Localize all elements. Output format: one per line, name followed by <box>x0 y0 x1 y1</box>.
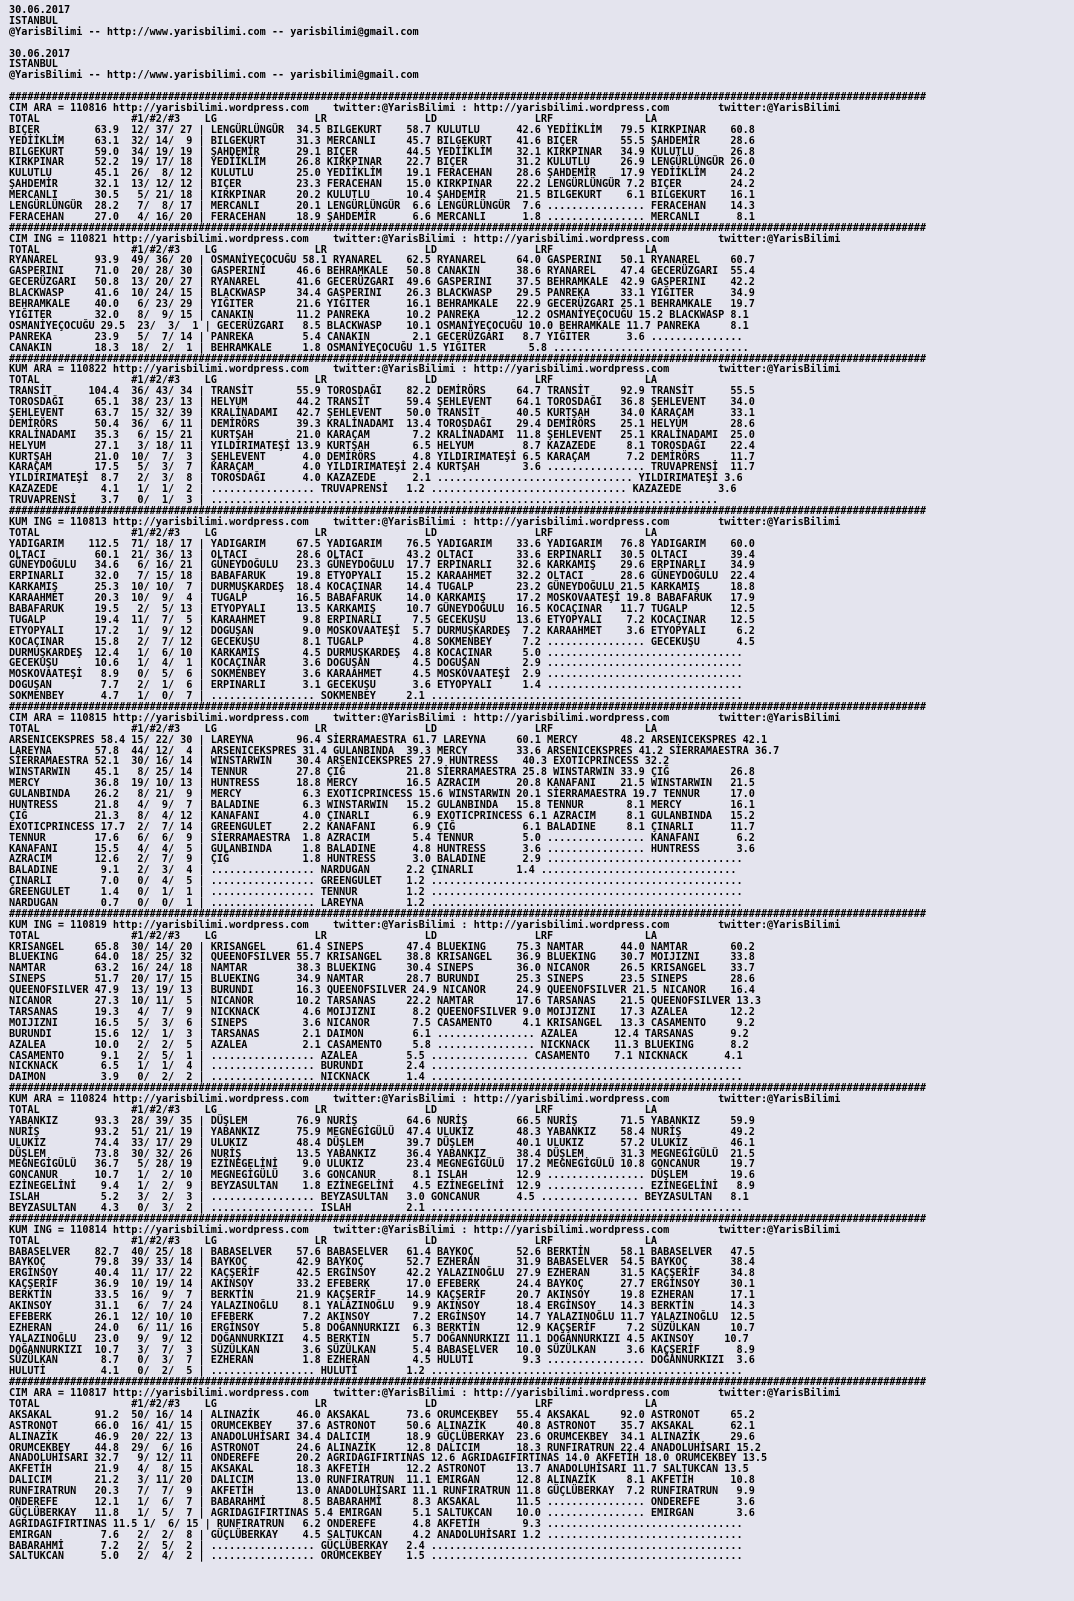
table-row: GASPERINI 71.0 20/ 28/ 30 | GASPERINI 46.6 BEHRAMKALE 50.8 CANAKIN 38.6 RYANAREL 47.4 GECERÜZGARI 55.4 <box>9 266 755 278</box>
table-row: DEMİRÖRS 50.4 36/ 6/ 11 | DEMİRÖRS 39.3 KRALİNADAMI 13.4 TOROSDAĞI 29.4 DEMİRÖRS 25.1 HELYUM 28.6 <box>9 418 755 430</box>
table-row: AKFETİH 21.9 4/ 8/ 15 | AKSAKAL 18.3 AKFETİH 12.2 ASTRONOT 13.7 ANADOLUHİSARI 11.7 SALTUKCAN 13.5 <box>9 1464 749 1476</box>
table-row: ARSENICEKSPRES 58.4 15/ 22/ 30 | LAREYNA 96.4 SİERRAMAESTRA 61.7 LAREYNA 60.1 MERCY 48.2 ARSENICEKSPRES 42.1 <box>9 734 768 746</box>
table-row: MEGNEGİGÜLÜ 36.7 5/ 28/ 19 | EZİNEGELİNİ 9.0 ULUKIZ 23.4 MEGNEGİGÜLÜ 17.2 MEGNEGİGÜLÜ 10.8 GONCANUR 19.7 <box>9 1159 755 1171</box>
table-row: BEHRAMKALE 40.0 6/ 23/ 29 | YIĞITER 21.6 YIĞITER 16.1 BEHRAMKALE 22.9 GECERÜZGARI 25.1 BEHRAMKALE 19.7 <box>9 299 755 311</box>
table-row: BURUNDI 15.6 12/ 1/ 3 | TARSANAS 2.1 DAIMON 6.1 ................ AZALEA 12.4 TARSANAS 9.2 <box>9 1028 749 1040</box>
header-line <box>9 39 1074 50</box>
table-row: BEYZASULTAN 4.3 0/ 3/ 2 | ................. ISLAH 2.1 ................................................... <box>9 1202 743 1214</box>
table-row: EZİNEGELİNİ 9.4 1/ 2/ 9 | BEYZASULTAN 1.8 EZİNEGELİNİ 4.5 EZİNEGELİNİ 12.9 ................ EZİNEGELİNİ 8.9 <box>9 1181 755 1193</box>
table-row: CASAMENTO 9.1 2/ 5/ 1 | ................. AZALEA 5.5 ................ CASAMENTO 7.1 NICKNACK 4.1 <box>9 1050 743 1062</box>
table-row: SINEPS 51.7 20/ 17/ 15 | BLUEKING 34.9 NAMTAR 28.7 BURUNDI 25.3 SINEPS 23.5 SINEPS 28.6 <box>9 974 755 986</box>
table-row: GONCANUR 10.7 1/ 2/ 10 | MEGNEGİGÜLÜ 3.6 GONCANUR 8.1 ISLAH 12.9 ................ DÜŞLEM 19.6 <box>9 1170 755 1182</box>
table-row: AKINSOY 31.1 6/ 7/ 24 | YALAZINOĞLU 8.1 YALAZINOĞLU 9.9 AKINSOY 18.4 ERGİNSOY 14.3 BERKTİN 14.3 <box>9 1300 755 1312</box>
table-row: ALINAZİK 46.9 20/ 22/ 13 | ANADOLUHİSARI 34.4 DALICIM 18.9 GÜÇLÜBERKAY 23.6 ORUMCEKBEY 34.1 ALINAZİK 29.6 <box>9 1431 755 1443</box>
table-row: NICANOR 27.3 10/ 11/ 5 | NICANOR 10.2 TARSANAS 22.2 NAMTAR 17.6 TARSANAS 21.5 QUEENOFSILVER 13.3 <box>9 996 761 1008</box>
table-row: BERKTİN 33.5 16/ 9/ 7 | BERKTİN 21.9 KAÇŞERİF 14.9 KAÇŞERİF 20.7 AKINSOY 19.8 EZHERAN 17.1 <box>9 1290 755 1302</box>
table-row: KOCAÇINAR 15.8 2/ 7/ 12 | GECEKUŞU 8.1 TUGALP 4.8 SOKMENBEY 7.2 ................ GECEKUŞU 4.5 <box>9 636 755 648</box>
table-header-row: TOTAL #1/#2/#3 LG LR LD LRF LA <box>9 375 658 387</box>
table-row: GECEKUŞU 10.6 1/ 4/ 1 | KOCAÇINAR 3.6 DOGUŞAN 4.5 DOGUŞAN 2.9 ................................ <box>9 658 743 670</box>
table-row: BLACKWASP 41.6 10/ 24/ 15 | BLACKWASP 34.4 GASPERINI 26.3 BLACKWASP 29.5 PANREKA 33.1 YIĞITER 34.9 <box>9 288 755 300</box>
table-header-row: TOTAL #1/#2/#3 LG LR LD LRF LA <box>9 930 658 942</box>
separator-line: ###################################################################################################################################################### <box>9 505 927 517</box>
table-row: DURMUŞKARDEŞ 12.4 1/ 6/ 10 | KARKAMIŞ 4.5 DURMUŞKARDEŞ 4.8 KOCAÇINAR 5.0 ................................ <box>9 647 743 659</box>
header-line: @YarisBilimi -- http://www.yarisbilimi.com -- yarisbilimi@gmail.com <box>9 26 419 38</box>
table-row: SOKMENBEY 4.7 1/ 0/ 7 | ................. SOKMENBEY 2.1 ................................................... <box>9 691 743 703</box>
table-row: AZRACIM 12.6 2/ 7/ 9 | ÇIĞ 1.8 HUNTRESS 3.0 BALADINE 2.9 ................................ <box>9 854 743 866</box>
table-header-row: TOTAL #1/#2/#3 LG LR LD LRF LA <box>9 1104 658 1116</box>
table-row: DOĞANNURKIZI 10.7 3/ 7/ 3 | SÜZÜLKAN 3.6 SÜZÜLKAN 5.4 BABASELVER 10.0 SÜZÜLKAN 3.6 KAÇŞERİF 8.9 <box>9 1344 755 1356</box>
table-row: ERPINARLI 32.0 7/ 15/ 18 | BABAFARUK 19.8 ETYOPYALI 15.2 KARAAHMET 32.2 OLTACI 28.6 GÜNEYDOĞULU 22.4 <box>9 571 755 583</box>
table-row: ÇIĞ 21.3 8/ 4/ 12 | KANAFANI 4.0 ÇINARLI 6.9 EXOTICPRINCESS 6.1 AZRACIM 8.1 GULANBINDA 15.2 <box>9 810 755 822</box>
table-row: KARAÇAM 17.5 5/ 3/ 7 | KARAÇAM 4.0 YILDIRIMATEŞİ 2.4 KURTŞAH 3.6 ................ TRUVAPRENSİ 11.7 <box>9 462 755 474</box>
table-row: DOGUŞAN 7.7 2/ 1/ 6 | ERPINARLI 3.1 GECEKUŞU 3.6 ETYOPYALI 1.4 ................................ <box>9 680 743 692</box>
table-row: HELYUM 27.1 3/ 18/ 11 | YILDIRIMATEŞİ 13.9 KURTŞAH 6.5 HELYUM 8.7 KAZAZEDE 8.1 TOROSDAĞI 22.4 <box>9 440 755 452</box>
table-row: EFEBERK 26.1 12/ 10/ 10 | EFEBERK 7.2 AKINSOY 7.2 ERGİNSOY 14.7 YALAZINOĞLU 11.7 YALAZINOĞLU 12.5 <box>9 1311 755 1323</box>
separator-line: ###################################################################################################################################################### <box>9 908 927 920</box>
separator-line: ###################################################################################################################################################### <box>9 222 927 234</box>
table-row: MERCY 36.8 19/ 10/ 13 | HUNTRESS 18.8 MERCY 16.5 AZRACIM 20.8 KANAFANI 21.5 WINSTARWIN 21.5 <box>9 778 755 790</box>
table-row: AZALEA 10.0 2/ 2/ 5 | AZALEA 2.1 CASAMENTO 5.8 ................ NICKNACK 11.3 BLUEKING 8.2 <box>9 1039 749 1051</box>
table-row: YILDIRIMATEŞİ 8.7 2/ 3/ 8 | TOROSDAĞI 4.0 KAZAZEDE 2.1 ................................ YILDIRIMATEŞİ 3.6 <box>9 473 743 485</box>
table-row: QUEENOFSILVER 47.9 13/ 19/ 13 | BURUNDI 16.3 QUEENOFSILVER 24.9 NICANOR 24.9 QUEENOFSILVER 21.5 NICANOR 16.4 <box>9 985 755 997</box>
table-row: RUNFIRATRUN 20.3 7/ 7/ 9 | AKFETİH 13.0 ANADOLUHİSARI 11.1 RUNFIRATRUN 11.8 GÜÇLÜBERKAY 7.2 RUNFIRATRUN 9.9 <box>9 1486 755 1498</box>
table-row: DÜŞLEM 73.8 30/ 32/ 26 | NURİŞ 13.5 YABANKIZ 36.4 YABANKIZ 38.4 DÜŞLEM 31.3 MEGNEGİGÜLÜ 21.5 <box>9 1148 755 1160</box>
table-row: CANAKIN 18.3 18/ 2/ 1 | BEHRAMKALE 1.8 OSMANİYEÇOCUĞU 1.5 YIĞITER 5.8 ................................ <box>9 342 749 354</box>
table-row: DALICIM 21.2 3/ 11/ 20 | DALICIM 13.0 RUNFIRATRUN 11.1 EMIRGAN 12.8 ALINAZİK 8.1 AKFETİH 10.8 <box>9 1475 755 1487</box>
header-line: @YarisBilimi -- http://www.yarisbilimi.com -- yarisbilimi@gmail.com <box>9 70 419 82</box>
table-row: MOIJIZNI 16.5 5/ 3/ 6 | SINEPS 3.6 NICANOR 7.5 CASAMENTO 4.1 KRISANGEL 13.3 CASAMENTO 9.2 <box>9 1017 755 1029</box>
table-row: KAZAZEDE 4.1 1/ 1/ 2 | ................. TRUVAPRENSİ 1.2 ................................ KAZAZEDE 3.6 <box>9 484 737 496</box>
section-title: KUM ARA = 110822 http://yarisbilimi.wordpress.com twitter:@YarisBilimi : http://yarisbilimi.wordpress.com twitter:@YarisBilimi <box>9 364 841 376</box>
table-row: TRUVAPRENSİ 3.7 0/ 1/ 3 | ................................................................................... <box>9 495 719 507</box>
separator-line: ###################################################################################################################################################### <box>9 702 927 713</box>
separator-line: ###################################################################################################################################################### <box>9 1083 927 1095</box>
separator-line: ###################################################################################################################################################### <box>9 92 927 104</box>
section-title: CIM ARA = 110817 http://yarisbilimi.wordpress.com twitter:@YarisBilimi : http://yarisbilimi.wordpress.com twitter:@YarisBilimi <box>9 1388 841 1400</box>
table-row: ORUMCEKBEY 44.8 29/ 6/ 16 | ASTRONOT 24.6 ALINAZİK 12.8 DALICIM 18.3 RUNFIRATRUN 22.4 ANADOLUHİSARI 15.2 <box>9 1442 761 1454</box>
table-row: SİERRAMAESTRA 52.1 30/ 16/ 14 | WINSTARWIN 30.4 ARSENICEKSPRES 27.9 HUNTRESS 40.3 EXOTICPRINCESS 32.2 <box>9 756 670 768</box>
table-row: KRALİNADAMI 35.3 6/ 15/ 21 | KURTŞAH 21.0 KARAÇAM 7.2 KRALİNADAMI 11.8 ŞEHLEVENT 25.1 KRALİNADAMI 25.0 <box>9 429 755 441</box>
section-title: KUM ING = 110814 http://yarisbilimi.wordpress.com twitter:@YarisBilimi : http://yarisbilimi.wordpress.com twitter:@YarisBilimi <box>9 1224 841 1236</box>
table-row: GÜÇLÜBERKAY 11.8 1/ 5/ 7 | AGRIDAGIFIRTINAS 5.4 EMIRGAN 5.1 SALTUKCAN 10.0 ................ EMIRGAN 3.6 <box>9 1507 755 1519</box>
table-row: GREENGULET 1.4 0/ 1/ 1 | ................. TENNUR 1.2 ................................................... <box>9 887 743 899</box>
table-row: BILGEKURT 59.0 34/ 19/ 19 | ŞAHDEMİR 29.1 BIÇER 44.5 YEDİİKLİM 32.1 KIRKPINAR 34.9 KULUTLU 26.8 <box>9 146 755 158</box>
table-row: KARKAMIŞ 25.3 10/ 10/ 7 | DURMUŞKARDEŞ 18.4 KOCAÇINAR 14.4 TUGALP 23.2 GÜNEYDOĞULU 21.5 KARKAMIŞ 18.8 <box>9 582 755 594</box>
section-title: KUM ING = 110813 http://yarisbilimi.wordpress.com twitter:@YarisBilimi : http://yarisbilimi.wordpress.com twitter:@YarisBilimi <box>9 516 841 528</box>
table-row: LAREYNA 57.8 44/ 12/ 4 | ARSENICEKSPRES 31.4 GULANBINDA 39.3 MERCY 33.6 ARSENICEKSPRES 41.2 SİERRAMAESTRA 36.7 <box>9 745 780 757</box>
header-line: 30.06.2017 <box>9 5 71 16</box>
table-header-row: TOTAL #1/#2/#3 LG LR LD LRF LA <box>9 1399 658 1410</box>
table-row: NAMTAR 63.2 16/ 24/ 18 | NAMTAR 38.3 BLUEKING 30.4 SINEPS 36.0 NICANOR 26.5 KRISANGEL 33.7 <box>9 963 755 975</box>
table-row: MERCANLI 30.5 5/ 21/ 18 | KIRKPINAR 20.2 KULUTLU 10.4 ŞAHDEMİR 21.5 BILGEKURT 6.1 BILGEKURT 16.1 <box>9 190 755 202</box>
table-row: ETYOPYALI 17.2 1/ 9/ 12 | DOGUŞAN 9.0 MOSKOVAATEŞİ 5.7 DURMUŞKARDEŞ 7.2 KARAAHMET 3.6 ETYOPYALI 6.2 <box>9 625 755 637</box>
separator-line: ###################################################################################################################################################### <box>9 1213 927 1225</box>
table-row: YALAZINOĞLU 23.0 9/ 9/ 12 | DOĞANNURKIZI 4.5 BERKTİN 5.7 DOĞANNURKIZI 11.1 DOĞANNURKIZI 4.5 AKINSOY 10.7 <box>9 1333 749 1345</box>
table-row: WINSTARWIN 45.1 8/ 25/ 14 | TENNUR 27.8 ÇIĞ 21.8 SİERRAMAESTRA 25.8 WINSTARWIN 33.9 ÇIĞ 26.8 <box>9 767 755 779</box>
section-title: CIM ING = 110821 http://yarisbilimi.wordpress.com twitter:@YarisBilimi : http://yarisbilimi.wordpress.com twitter:@YarisBilimi <box>9 233 841 245</box>
table-row: TUGALP 19.4 11/ 7/ 5 | KARAAHMET 9.8 ERPINARLI 7.5 GECEKUŞU 13.6 ETYOPYALI 7.2 KOCAÇINAR 12.5 <box>9 614 755 626</box>
table-row: KIRKPINAR 52.2 19/ 17/ 18 | YEDİİKLİM 26.8 KIRKPINAR 22.7 BIÇER 31.2 KULUTLU 26.9 LENGÜRLÜNGÜR 26.0 <box>9 157 755 169</box>
table-row: ERGİNSOY 40.4 11/ 17/ 22 | KAÇŞERİF 42.5 ERGİNSOY 42.2 YALAZINOĞLU 27.9 EZHERAN 31.5 KAÇŞERİF 34.8 <box>9 1268 755 1280</box>
table-row: LENGÜRLÜNGÜR 28.2 7/ 8/ 17 | MERCANLI 20.1 LENGÜRLÜNGÜR 6.6 LENGÜRLÜNGÜR 7.6 ................ FERACEHAN 14.3 <box>9 201 755 213</box>
table-row: FERACEHAN 27.0 4/ 16/ 20 | FERACEHAN 18.9 ŞAHDEMİR 6.6 MERCANLI 1.8 ................ MERCANLI 8.1 <box>9 211 755 223</box>
table-header-row: TOTAL #1/#2/#3 LG LR LD LRF LA <box>9 527 658 539</box>
header-line: ISTANBUL <box>9 15 58 27</box>
table-row: TARSANAS 19.3 4/ 7/ 9 | NICKNACK 4.6 MOIJIZNI 8.2 QUEENOFSILVER 9.0 MOIJIZNI 17.3 AZALEA 12.2 <box>9 1006 755 1018</box>
section-title: KUM ARA = 110824 http://yarisbilimi.wordpress.com twitter:@YarisBilimi : http://yarisbilimi.wordpress.com twitter:@YarisBilimi <box>9 1094 841 1106</box>
table-row: ULUKIZ 74.4 33/ 17/ 29 | ULUKIZ 48.4 DÜŞLEM 39.7 DÜŞLEM 40.1 ULUKIZ 57.2 ULUKIZ 46.1 <box>9 1137 755 1149</box>
table-row: PANREKA 23.9 5/ 7/ 14 | PANREKA 5.4 CANAKIN 2.1 GECERÜZGARI 8.7 YIĞITER 3.6 ............... <box>9 331 743 343</box>
table-row: ÇINARLI 7.0 0/ 4/ 5 | ................. GREENGULET 1.2 ................................................... <box>9 876 743 888</box>
table-row: ASTRONOT 66.0 16/ 41/ 15 | ORUMCEKBEY 37.6 ASTRONOT 50.6 ALINAZİK 40.8 ASTRONOT 35.7 AKSAKAL 62.1 <box>9 1420 755 1432</box>
table-row: ŞEHLEVENT 63.7 15/ 32/ 39 | KRALİNADAMI 42.7 ŞEHLEVENT 50.0 TRANSİT 40.5 KURTŞAH 34.0 KARAÇAM 33.1 <box>9 407 755 419</box>
table-row: TOROSDAĞI 65.1 38/ 23/ 13 | HELYUM 44.2 TRANSİT 59.4 ŞEHLEVENT 64.1 TOROSDAĞI 36.8 ŞEHLEVENT 34.0 <box>9 397 755 409</box>
table-row: ISLAH 5.2 3/ 2/ 3 | ................. BEYZASULTAN 3.0 GONCANUR 4.5 ................ BEYZASULTAN 8.1 <box>9 1192 749 1204</box>
table-row: GECERÜZGARI 50.8 13/ 20/ 27 | RYANAREL 41.6 GECERÜZGARI 49.6 GASPERINI 37.5 BEHRAMKALE 42.9 GASPERINI 42.2 <box>9 277 755 289</box>
table-row: RYANAREL 93.9 49/ 36/ 20 | OSMANİYEÇOCUĞU 58.1 RYANAREL 62.5 RYANAREL 64.0 GASPERINI 50.1 RYANAREL 60.7 <box>9 255 755 267</box>
table-row: YEDİİKLİM 63.1 32/ 14/ 9 | BILGEKURT 31.3 MERCANLI 45.7 BILGEKURT 41.6 BIÇER 55.5 ŞAHDEMİR 28.6 <box>9 135 755 147</box>
table-row: AKSAKAL 91.2 50/ 16/ 14 | ALINAZİK 46.0 AKSAKAL 73.6 ORUMCEKBEY 55.4 AKSAKAL 92.0 ASTRONOT 65.2 <box>9 1409 755 1421</box>
header-line: ISTANBUL <box>9 59 58 71</box>
table-row: GÜNEYDOĞULU 34.6 6/ 16/ 21 | GÜNEYDOĞULU 23.3 GÜNEYDOĞULU 17.7 ERPINARLI 32.6 KARKAMIŞ 29.6 ERPINARLI 34.9 <box>9 560 755 572</box>
section-title: CIM ARA = 110816 http://yarisbilimi.wordpress.com twitter:@YarisBilimi : http://yarisbilimi.wordpress.com twitter:@YarisBilimi <box>9 103 841 115</box>
table-row: BABAFARUK 19.5 2/ 5/ 13 | ETYOPYALI 13.5 KARKAMIŞ 10.7 GÜNEYDOĞULU 16.5 KOCAÇINAR 11.7 TUGALP 12.5 <box>9 603 755 615</box>
section-title: CIM ARA = 110815 http://yarisbilimi.wordpress.com twitter:@YarisBilimi : http://yarisbilimi.wordpress.com twitter:@YarisBilimi <box>9 712 841 724</box>
table-row: AGRIDAGIFIRTINAS 11.5 1/ 6/ 15 | RUNFIRATRUN 6.2 ONDEREFE 4.8 AKFETİH 9.3 ................................ <box>9 1518 743 1530</box>
table-row: OSMANİYEÇOCUĞU 29.5 23/ 3/ 1 | GECERÜZGARI 8.5 BLACKWASP 10.1 OSMANİYEÇOCUĞU 10.0 BEHRAMKALE 11.7 PANREKA 8.1 <box>9 320 749 332</box>
table-row: NICKNACK 6.5 1/ 1/ 4 | ................. BURUNDI 2.4 ................................................... <box>9 1061 743 1073</box>
table-header-row: TOTAL #1/#2/#3 LG LR LD LRF LA <box>9 723 658 735</box>
section-title: KUM ING = 110819 http://yarisbilimi.wordpress.com twitter:@YarisBilimi : http://yarisbilimi.wordpress.com twitter:@YarisBilimi <box>9 919 841 931</box>
table-row: KANAFANI 15.5 4/ 4/ 5 | GULANBINDA 1.8 BALADINE 4.8 HUNTRESS 3.6 ................ HUNTRESS 3.6 <box>9 843 755 855</box>
table-header-row: TOTAL #1/#2/#3 LG LR LD LRF LA <box>9 1235 658 1247</box>
table-row: HUNTRESS 21.8 4/ 9/ 7 | BALADINE 6.3 WINSTARWIN 15.2 GULANBINDA 15.8 TENNUR 8.1 MERCY 16.1 <box>9 800 755 812</box>
table-row: YIĞITER 32.0 8/ 9/ 15 | CANAKIN 11.2 PANREKA 10.2 PANREKA 12.2 OSMANİYEÇOCUĞU 15.2 BLACKWASP 8.1 <box>9 309 749 321</box>
table-row: ONDEREFE 12.1 1/ 6/ 7 | BABARAHMİ 8.5 BABARAHMİ 8.3 AKSAKAL 11.5 ................ ONDEREFE 3.6 <box>9 1497 755 1509</box>
table-row: DAIMON 3.9 0/ 2/ 2 | ................. NICKNACK 1.4 ................................................... <box>9 1072 743 1084</box>
header-line: 30.06.2017 <box>9 48 71 60</box>
table-row: KARAAHMET 20.3 10/ 9/ 4 | TUGALP 16.5 BABAFARUK 14.0 KARKAMIŞ 17.2 MOSKOVAATEŞİ 19.8 BABAFARUK 17.9 <box>9 593 755 605</box>
table-row: EZHERAN 24.0 6/ 11/ 16 | ERGİNSOY 5.8 DOĞANNURKIZI 6.3 BERKTİN 12.9 KAÇŞERİF 7.2 SÜZÜLKAN 10.7 <box>9 1322 755 1334</box>
separator-line: ###################################################################################################################################################### <box>9 1377 927 1389</box>
table-row: KRISANGEL 65.8 30/ 14/ 20 | KRISANGEL 61.4 SINEPS 47.4 BLUEKING 75.3 NAMTAR 44.0 NAMTAR 60.2 <box>9 941 755 953</box>
table-row: SÜZÜLKAN 8.7 0/ 3/ 7 | EZHERAN 1.8 EZHERAN 4.5 HULUTİ 9.3 ................ DOĞANNURKIZI 3.6 <box>9 1355 755 1367</box>
table-row: NARDUGAN 0.7 0/ 0/ 1 | ................. LAREYNA 1.2 ................................................... <box>9 898 743 910</box>
table-row: BIÇER 63.9 12/ 37/ 27 | LENGÜRLÜNGÜR 34.5 BILGEKURT 58.7 KULUTLU 42.6 YEDİİKLİM 79.5 KIRKPINAR 60.8 <box>9 124 755 136</box>
table-row: TRANSİT 104.4 36/ 43/ 34 | TRANSİT 55.9 TOROSDAĞI 82.2 DEMİRÖRS 64.7 TRANSİT 92.9 TRANSİT 55.5 <box>9 386 755 398</box>
table-row: YADIGARIM 112.5 71/ 18/ 17 | YADIGARIM 67.5 YADIGARIM 76.5 YADIGARIM 33.6 YADIGARIM 76.8 YADIGARIM 60.0 <box>9 538 755 550</box>
table-row: KULUTLU 45.1 26/ 8/ 12 | KULUTLU 25.0 YEDİİKLİM 19.1 FERACEHAN 28.6 ŞAHDEMİR 17.9 YEDİİKLİM 24.2 <box>9 168 755 180</box>
table-row: KAÇŞERİF 36.9 10/ 19/ 14 | AKINSOY 33.2 EFEBERK 17.0 EFEBERK 24.4 BAYKOÇ 27.7 ERGİNSOY 30.1 <box>9 1279 755 1291</box>
table-row: TENNUR 17.6 6/ 6/ 9 | SİERRAMAESTRA 1.8 AZRACIM 5.4 TENNUR 5.0 ................ KANAFANI 6.2 <box>9 832 755 844</box>
table-row: KURTŞAH 21.0 10/ 7/ 3 | ŞEHLEVENT 4.0 DEMİRÖRS 4.8 YILDIRIMATEŞİ 6.5 KARAÇAM 7.2 DEMİRÖRS 11.7 <box>9 451 755 463</box>
table-row: BLUEKING 64.0 18/ 25/ 32 | QUEENOFSILVER 55.7 KRISANGEL 38.8 KRISANGEL 36.9 BLUEKING 30.7 MOIJIZNI 33.8 <box>9 952 755 964</box>
table-row: NURİŞ 93.2 51/ 21/ 19 | YABANKIZ 75.9 MEGNEGİGÜLÜ 47.4 ULUKIZ 48.3 YABANKIZ 58.4 NURİŞ 49.2 <box>9 1126 755 1138</box>
table-row: MOSKOVAATEŞİ 8.9 0/ 5/ 6 | SOKMENBEY 3.6 KARAAHMET 4.5 MOSKOVAATEŞİ 2.9 ................................ <box>9 669 743 681</box>
table-row: BABARAHMİ 7.2 2/ 5/ 2 | ................. GÜÇLÜBERKAY 2.4 ................................................... <box>9 1540 743 1552</box>
table-row: YABANKIZ 93.3 28/ 39/ 35 | DÜŞLEM 76.9 NURİŞ 64.6 NURİŞ 66.5 NURİŞ 71.5 YABANKIZ 59.9 <box>9 1115 755 1127</box>
table-header-row: TOTAL #1/#2/#3 LG LR LD LRF LA <box>9 244 658 256</box>
table-row: GULANBINDA 26.2 8/ 21/ 9 | MERCY 6.3 EXOTICPRINCESS 15.6 WINSTARWIN 20.1 SİERRAMAESTRA 19.7 TENNUR 17.0 <box>9 789 755 801</box>
table-row: OLTACI 60.1 21/ 36/ 13 | OLTACI 28.6 OLTACI 43.2 OLTACI 33.6 ERPINARLI 30.5 OLTACI 39.4 <box>9 549 755 561</box>
table-row: BAYKOÇ 79.8 39/ 33/ 14 | BAYKOÇ 42.9 BAYKOÇ 52.7 EZHERAN 31.9 BABASELVER 54.5 BAYKOÇ 38.4 <box>9 1257 755 1269</box>
table-row: EXOTICPRINCESS 17.7 2/ 7/ 14 | GREENGULET 2.2 KANAFANI 6.9 ÇIĞ 6.1 BALADINE 8.1 ÇINARLI 11.7 <box>9 821 755 833</box>
table-header-row: TOTAL #1/#2/#3 LG LR LD LRF LA <box>9 113 658 125</box>
table-row: ŞAHDEMİR 32.1 13/ 12/ 12 | BIÇER 23.3 FERACEHAN 15.0 KIRKPINAR 22.2 LENGÜRLÜNGÜR 7.2 BIÇER 24.2 <box>9 179 755 191</box>
table-row: HULUTİ 4.1 0/ 2/ 5 | ................. HULUTİ 1.2 ................................................... <box>9 1366 743 1378</box>
table-row: SALTUKCAN 5.0 2/ 4/ 2 | ................. ORUMCEKBEY 1.5 ................................................... <box>9 1551 743 1563</box>
table-row: BABASELVER 82.7 40/ 25/ 18 | BABASELVER 57.6 BABASELVER 61.4 BAYKOÇ 52.6 BERKTİN 58.1 BABASELVER 47.5 <box>9 1246 755 1258</box>
table-row: EMIRGAN 7.6 2/ 2/ 8 | GÜÇLÜBERKAY 4.5 SALTUKCAN 4.2 ANADOLUHİSARI 1.2 ................................ <box>9 1529 743 1541</box>
table-row: ANADOLUHİSARI 32.7 9/ 12/ 11 | ONDEREFE 20.2 AGRIDAGIFIRTINAS 12.6 AGRIDAGIFIRTINAS 14.0 AKFETİH 18.0 ORUMCEKBEY 13.5 <box>9 1453 768 1465</box>
table-row: BALADINE 9.1 2/ 3/ 4 | ................. NARDUGAN 2.2 ÇINARLI 1.4 ................................ <box>9 865 737 877</box>
separator-line: ###################################################################################################################################################### <box>9 353 927 365</box>
